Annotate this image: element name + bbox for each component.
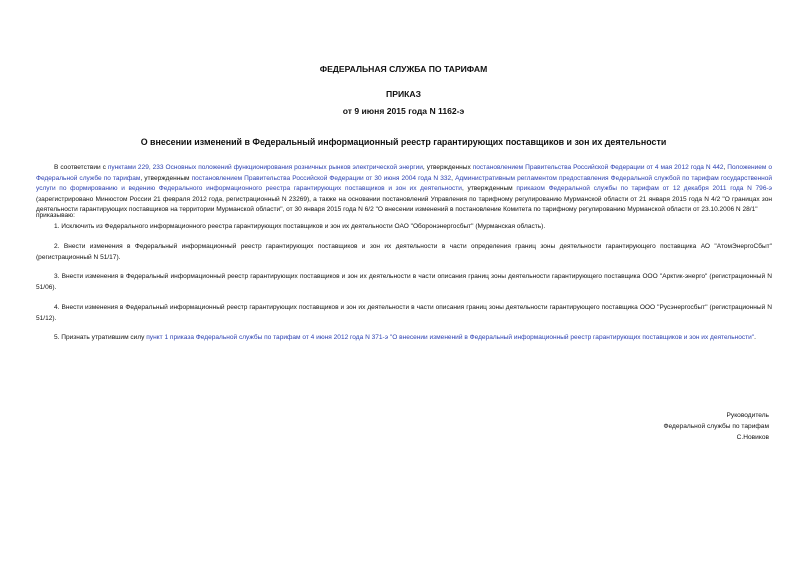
signature-name: С.Новиков: [736, 434, 769, 441]
preamble-paragraph: [36, 163, 772, 216]
doc-date-number: от 9 июня 2015 года N 1162-э: [342, 106, 465, 116]
link-administrative-regulation[interactable]: Административным регламентом предоставления Федеральной службой по тарифам государственной услуги по формированию и ведению Федерального информационного реестра гарантирующих поставщиков и зон их деятельности: [36, 174, 773, 193]
order-item-3: 3. Внести изменения в Федеральный информационный реестр гарантирующих поставщиков и зон их деятельности в части описания границ зоны деятельности гарантирующего поставщика ООО "Арктик-энерго" (регистрационный N 51/06).: [36, 273, 772, 291]
doc-type-heading: ПРИКАЗ: [386, 89, 421, 99]
preamble-text: В соответствии с: [54, 164, 108, 171]
link-fst-order-796[interactable]: приказом Федеральной службы по тарифам от 12 декабря 2011 года N 796-э: [516, 185, 772, 193]
agency-heading: ФЕДЕРАЛЬНАЯ СЛУЖБА ПО ТАРИФАМ: [319, 64, 488, 74]
order-item-text: .: [754, 334, 756, 341]
link-retail-market-provisions[interactable]: пунктами 229, 233 Основных положений функционирования розничных рынков электрической энергии: [107, 164, 423, 171]
link-government-decree-442[interactable]: постановлением Правительства Российской Федерации от 4 мая 2012 года N 442: [472, 164, 724, 171]
preamble-text: ,: [723, 164, 728, 171]
preamble-text: (зарегистрировано Минюстом России 21 февраля 2012 года, регистрационный N 23269), а также на основании постановлений Управления по тарифному регулированию Мурманской области от 21 января 2015 года N 4/2 "О границах зон деятельности гарантирующих поставщиков на территории Мурманской области", от 30 января 2015 года N 6/2 "О внесении изменений в постановление Комитета по тарифному регулированию Мурманской области от 23.10.2006 N 28/1": [36, 195, 772, 214]
order-item-1: 1. Исключить из Федерального информационного реестра гарантирующих поставщиков и зон их деятельности ОАО "Оборонэнергосбыт" (Мурманская область).: [54, 223, 546, 230]
order-item-4: 4. Внести изменения в Федеральный информационный реестр гарантирующих поставщиков и зон их деятельности в части описания границ зоны деятельности гарантирующего поставщика ООО "Русэнергосбыт" (регистрационный N 51/12).: [36, 304, 772, 322]
link-government-decree-332[interactable]: постановлением Правительства Российской Федерации от 30 июня 2004 года N 332: [191, 174, 452, 182]
preamble-text: ,: [451, 174, 456, 182]
signature-org: Федеральной службы по тарифам: [663, 423, 769, 430]
order-item-5: [36, 333, 772, 344]
preamble-text: , утвержденным: [461, 185, 517, 193]
link-fst-order-371[interactable]: пункт 1 приказа Федеральной службы по тарифам от 4 июня 2012 года N 371-э "О внесении изменений в Федеральный информационный реестр гарантирующих поставщиков и зон их деятельности": [146, 334, 755, 341]
signature-role: Руководитель: [726, 412, 769, 419]
doc-title: О внесении изменений в Федеральный информационный реестр гарантирующих поставщиков и зон их деятельности: [140, 137, 667, 147]
preamble-text: , утвержденных: [422, 164, 473, 171]
orders-label: приказываю:: [36, 212, 75, 219]
order-item-text: 5. Признать утратившим силу: [54, 334, 147, 341]
order-item-2: 2. Внести изменения в Федеральный информационный реестр гарантирующих поставщиков и зон их деятельности в части определения границ зоны деятельности гарантирующего поставщика АО "АтомЭнергоСбыт" (регистрационный N 51/17).: [36, 243, 772, 261]
preamble-text: , утвержденным: [140, 174, 192, 182]
link-fst-regulation[interactable]: Положением о Федеральной службе по тарифам: [36, 164, 773, 182]
